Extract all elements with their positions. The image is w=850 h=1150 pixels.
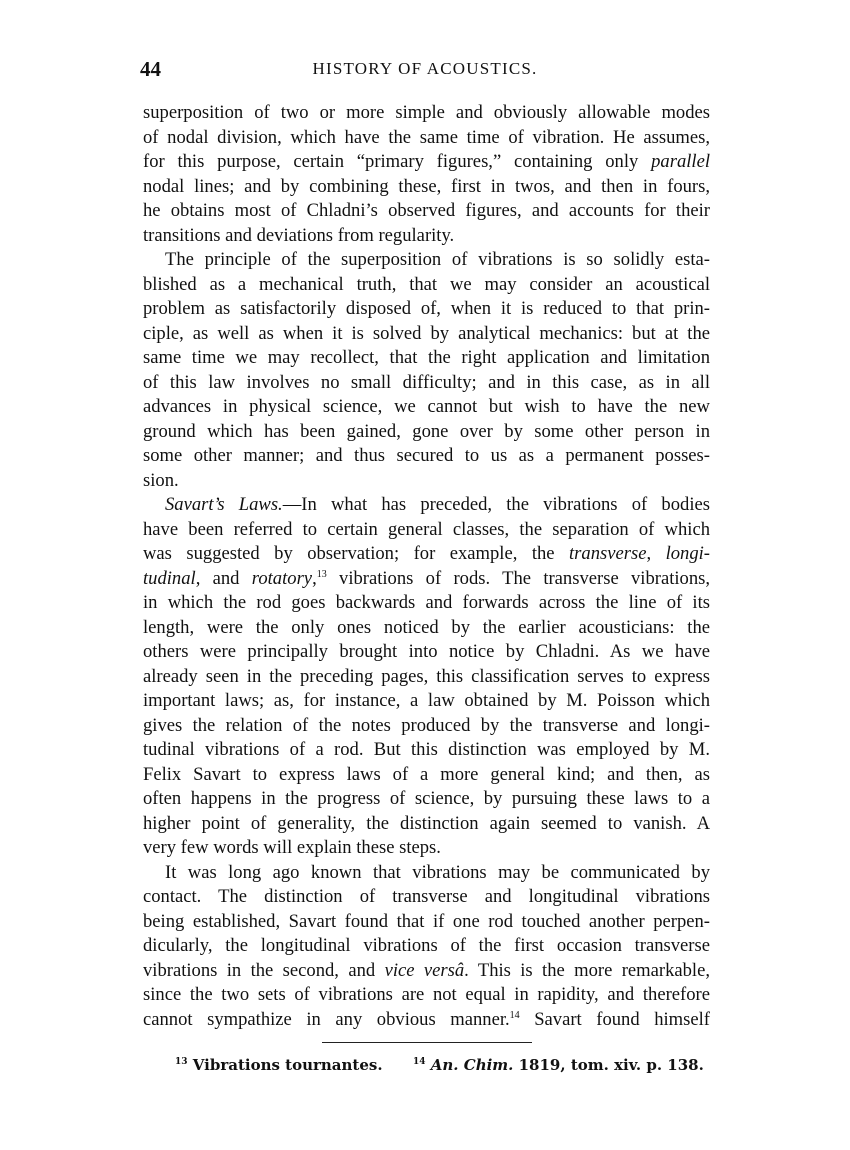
- text-line: Savart’s Laws.—In what has preceded, the vibrations of bodies: [165, 494, 710, 515]
- footnote-journal: An. Chim.: [430, 1056, 514, 1074]
- text-line: vibrations in the second, and vice versâ. This is the more remarkable,: [143, 959, 710, 981]
- paragraph: [143, 493, 710, 861]
- footnote-13: [175, 1056, 383, 1074]
- emphasis-tudinal: tudinal: [143, 567, 196, 589]
- text-line: problem as satisfactorily disposed of, when it is reduced to that prin-: [143, 298, 710, 319]
- text-line: blished as a mechanical truth, that we may consider an acoustical: [143, 273, 710, 295]
- emphasis-transverse: transverse: [569, 543, 647, 564]
- text-line: since the two sets of vibrations are not equal in rapidity, and therefore: [143, 984, 710, 1005]
- text-line: same time we may recollect, that the right application and limitation: [143, 347, 710, 368]
- text-line: very few words will explain these steps.: [143, 837, 441, 858]
- text-line: advances in physical science, we cannot but wish to have the new: [143, 396, 710, 417]
- text-line: superposition of two or more simple and obviously allowable modes: [143, 102, 710, 123]
- text-line: was suggested by observation; for example, the transverse, longi-: [143, 543, 710, 564]
- text-line: some other manner; and thus secured to us as a permanent posses-: [143, 445, 710, 466]
- footnote-text: Vibrations tournantes.: [192, 1056, 383, 1074]
- footnote-14: [413, 1056, 704, 1074]
- emphasis-vice-versa: vice versâ: [384, 959, 465, 981]
- text-line: sion.: [143, 469, 179, 491]
- emphasis-rotatory: rotatory: [251, 567, 313, 589]
- text-line: [143, 150, 710, 175]
- text-line: It was long ago known that vibrations may be communicated by: [165, 861, 710, 883]
- text-line: tudinal vibrations of a rod. But this distinction was employed by M.: [143, 739, 710, 760]
- section-heading: Savart’s Laws.: [165, 494, 283, 515]
- text-line: length, were the only ones noticed by the earlier acousticians: the: [143, 616, 710, 638]
- running-head: [140, 57, 710, 81]
- text-line: important laws; as, for instance, a law obtained by M. Poisson which: [143, 690, 710, 711]
- footnote-mark: 14: [413, 1057, 426, 1067]
- text-line: higher point of generality, the distinction again seemed to vanish. A: [143, 812, 710, 834]
- text-line: ciple, as well as when it is solved by analytical mechanics: but at the: [143, 322, 710, 344]
- text-line: dicularly, the longitudinal vibrations of the first occasion transverse: [143, 935, 710, 956]
- text-line: already seen in the preceding pages, this classification serves to express: [143, 665, 710, 687]
- text-line: have been referred to certain general classes, the separation of which: [143, 518, 710, 540]
- text-line: cannot sympathize in any obvious manner.$^{14}$ Savart found himself: [143, 1008, 710, 1030]
- text-fragment: for this purpose, certain “primary figures,” containing only: [143, 151, 652, 172]
- text-line: being established, Savart found that if one rod touched another perpen-: [143, 910, 710, 932]
- text-line: of nodal division, which have the same time of vibration. He assumes,: [143, 126, 710, 148]
- emphasis-longi: longi-: [665, 543, 710, 564]
- running-title: HISTORY OF ACOUSTICS.: [312, 59, 538, 78]
- text-line: contact. The distinction of transverse and longitudinal vibrations: [143, 886, 710, 907]
- footnote-ref-14: 14: [509, 1009, 520, 1021]
- footnote-ref-13: 13: [316, 568, 327, 580]
- paragraph: [143, 248, 710, 493]
- text-line: ground which has been gained, gone over by some other person in: [143, 420, 710, 442]
- text-line: gives the relation of the notes produced by the transverse and longi-: [143, 714, 710, 736]
- text-line: transitions and deviations from regularity.: [143, 224, 455, 246]
- paragraph: [143, 101, 710, 248]
- text-line: of this law involves no small difficulty; and in this case, as in all: [143, 371, 710, 393]
- body-text: [143, 101, 710, 1032]
- text-line: tudinal, and rotatory,$^{13}$ vibrations of rods. The transverse vibrations,: [143, 567, 710, 589]
- text-line: others were principally brought into notice by Chladni. As we have: [143, 641, 710, 662]
- text-line: he obtains most of Chladni’s observed figures, and accounts for their: [143, 200, 710, 221]
- text-line: often happens in the progress of science, by pursuing these laws to a: [143, 788, 710, 809]
- text-line: nodal lines; and by combining these, first in twos, and then in fours,: [143, 175, 710, 197]
- paragraph: [143, 861, 710, 1033]
- footnote-divider: [322, 1042, 532, 1043]
- emphasis-parallel: parallel: [651, 151, 710, 172]
- page-number: 44: [140, 57, 161, 81]
- text-line: The principle of the superposition of vibrations is so solidly esta-: [165, 249, 710, 270]
- text-line: Felix Savart to express laws of a more general kind; and then, as: [143, 763, 710, 785]
- footnote-mark: 13: [175, 1057, 188, 1067]
- text-line: in which the rod goes backwards and forwards across the line of its: [143, 592, 710, 613]
- footnote-text: 1819, tom. xiv. p. 138.: [518, 1056, 704, 1074]
